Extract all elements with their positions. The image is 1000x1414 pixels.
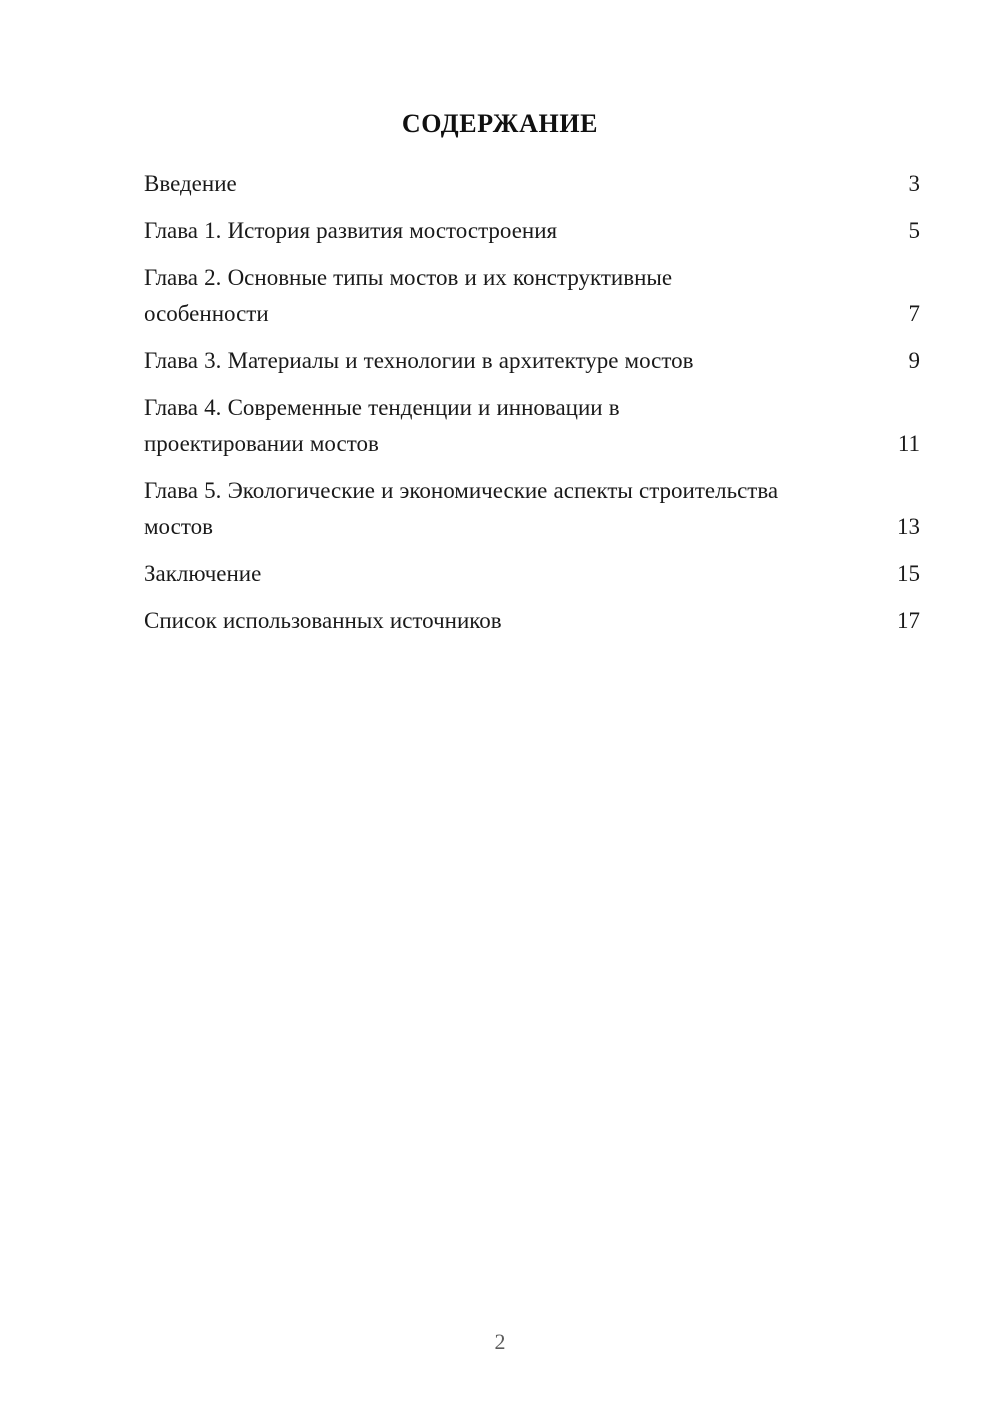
toc-entry-page-number: 7: [908, 301, 920, 326]
toc-entry-title: Список использованных источников: [144, 608, 502, 633]
toc-entry-page-number: 9: [908, 348, 920, 373]
toc-entry[interactable]: [144, 343, 920, 379]
toc-entry-title: Заключение: [144, 561, 262, 586]
toc-entry-page-number: 5: [908, 218, 920, 243]
toc-entry-title: Глава 4. Современные тенденции и инновации в проектировании мостов: [144, 395, 620, 456]
toc-entry-page-number: 15: [897, 561, 920, 586]
toc-entry[interactable]: [144, 390, 920, 462]
page-title: СОДЕРЖАНИЕ: [401, 109, 599, 139]
toc-entry[interactable]: [144, 473, 920, 545]
toc-entry[interactable]: [144, 260, 920, 332]
toc-entry-title: Введение: [144, 171, 237, 196]
footer-page-number: 2: [494, 1329, 506, 1354]
toc-entry-page-number: 13: [897, 514, 920, 539]
toc-entry-page-number: 3: [908, 171, 920, 196]
toc-entry[interactable]: [144, 213, 920, 249]
toc-entry-page-number: 17: [897, 608, 920, 633]
table-of-contents: [144, 166, 920, 639]
toc-entry-title: Глава 3. Материалы и технологии в архитектуре мостов: [144, 348, 694, 373]
toc-entry-title: Глава 1. История развития мостостроения: [144, 218, 558, 243]
toc-entry-title: Глава 5. Экологические и экономические аспекты строительства мостов: [144, 478, 779, 539]
toc-entry-page-number: 11: [897, 431, 920, 456]
toc-entry[interactable]: [144, 166, 920, 202]
toc-entry[interactable]: [144, 603, 920, 639]
toc-entry-title: Глава 2. Основные типы мостов и их конструктивные особенности: [144, 265, 673, 326]
toc-entry[interactable]: [144, 556, 920, 592]
